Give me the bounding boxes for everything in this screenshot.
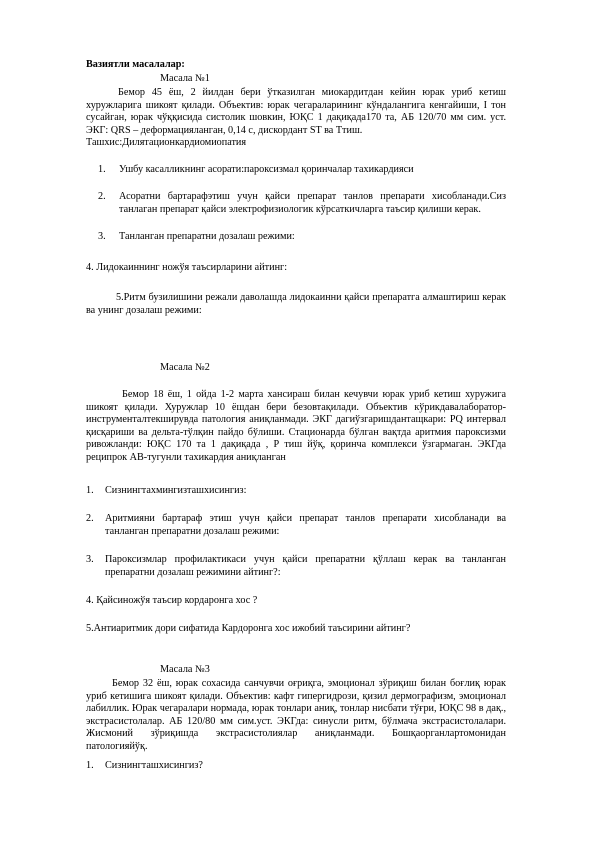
case1-title: Масала №1 <box>160 73 210 84</box>
case2-title: Масала №2 <box>160 362 210 373</box>
document-heading: Вазиятли масалалар: <box>86 59 185 70</box>
case1-q2-number: 2. <box>98 191 106 202</box>
case1-question-1: Ушбу касалликнинг асорати:пароксизмал қоринчалар тахикардияси <box>119 164 414 175</box>
case1-question-4: 4. Лидокаиннинг ножўя таъсирларини айтинг: <box>86 262 288 273</box>
case2-question-2: Аритмияни бартараф этиш учун қайси препарат танлов препарати хисобланади ва танланган препаратни дозалаш режими: <box>105 513 506 537</box>
case2-description: Бемор 18 ёш, 1 ойда 1-2 марта хансираш билан кечувчи юрак уриб кетиш хуружига шикоят қилади. Хуружлар 10 ёшдан бери безовтақилади. Объектив кўрикдавалаборатор-инструменталтекширувда патология аниқланмади. ЭКГ дагиўзгаришдантащкари: PQ интервал қисқариши ва дельта-тўлқин пайдо бўлиши. Стационарда бўлган вақтда аритмия пароксизми ривожланди: ЮҚС 170 та 1 дақиқада , Р тиш йўқ, қоринча комплекси ўзгармаган. ЭКГда реципрок АВ-тугунли тахикардия аниқланган <box>86 389 506 463</box>
case1-question-5: 5.Ритм бузилишини режали даволашда лидокаинни қайси препаратга алмаштириш керак ва унинг дозалаш режими: <box>86 292 506 316</box>
case1-q1-number: 1. <box>98 164 106 175</box>
case1-question-2: Асоратни бартарафэтиш учун қайси препарат танлов препарати хисобланади.Сиз танлаган препарат қайси электрофизиологик кўрсаткичларга таъсир қилиши керак. <box>119 191 506 215</box>
case2-question-4: 4. Қайсиножўя таъсир кордаронга хос ? <box>86 595 258 606</box>
case2-question-5: 5.Антиаритмик дори сифатида Кардоронга хос ижобий таъсирини айтинг? <box>86 623 411 634</box>
case2-question-1: Сизнингтахмингизташхисингиз: <box>105 485 247 496</box>
case2-q2-number: 2. <box>86 513 94 524</box>
case3-description: Бемор 32 ёш, юрак сохасида санчувчи оғриқга, эмоционал зўриқиш билан боғлиқ юрак уриб кетишига шикоят қилади. Объектив: кафт гипергидрози, қизил дермографизм, эмоционал лабиллик. Юрак чегаралари нормада, юрак тонлари аниқ, тонлар нисбати тўғри, ЮҚС 98 в дақ., экстрасистолалар. АБ 120/80 мм сим.уст. ЭКГда: синусли ритм, бўлмача экстрасистолалари. Жисмоний зўриқишда экстрасистолиялар аниқланмади. Бошқаорганлартомонидан​патологияйўқ. <box>86 678 506 752</box>
case1-diagnosis: Ташхис:Дилятацион​кардиомиопатия <box>86 137 247 148</box>
case3-q1-number: 1. <box>86 760 94 771</box>
case1-question-3: Танланган препаратни дозалаш режими: <box>119 231 295 242</box>
case1-q3-number: 3. <box>98 231 106 242</box>
case3-title: Масала №3 <box>160 664 210 675</box>
case2-question-3: Пароксизмлар профилактикаси учун қайси препаратни қўллаш керак ва танланган препаратни дозалаш режимини айтинг?: <box>105 554 506 578</box>
case1-description: Бемор 45 ёш, 2 йилдан бери ўтказилган миокардитдан кейин юрак уриб кетиш хуружларига шикоят қилади. Объектив: юрак чегараларининг кўндалангига кенгайиши, I тон сусайган, юрак чўққисида систолик шовкин, ЮҚС 1 дақиқада170 та, АБ 120/70 мм сим. уст. ЭКГ: QRS – деформацияланган, 0,14 с, дискордант ST ва Ттиш. <box>86 87 506 136</box>
case3-question-1: Сизнингташхисингиз? <box>105 760 203 771</box>
case2-q1-number: 1. <box>86 485 94 496</box>
case2-q3-number: 3. <box>86 554 94 565</box>
